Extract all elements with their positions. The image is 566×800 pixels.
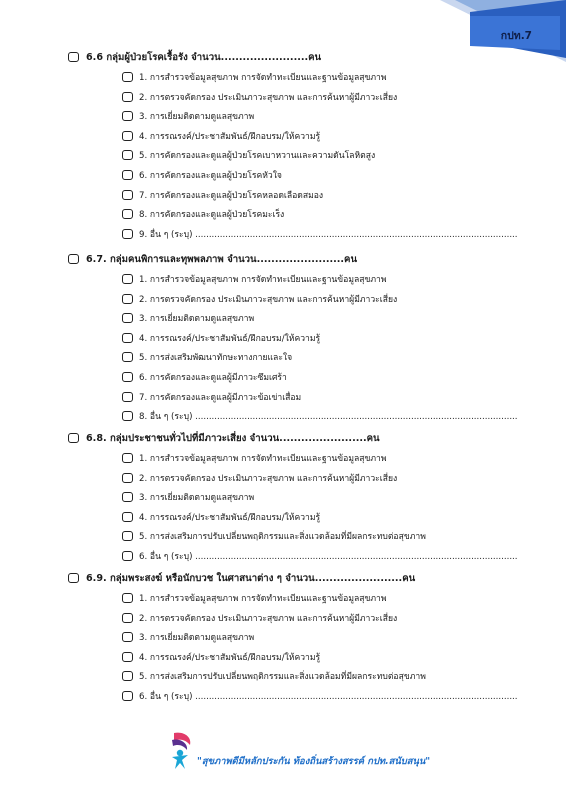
item-label: 1. การสำรวจข้อมูลสุขภาพ การจัดทำทะเบียนและฐานข้อมูลสุขภาพ [139,275,387,285]
section-heading [68,252,357,266]
item-label: 6. อื่น ๆ (ระบุ) ...................................................................................................................... [139,692,518,702]
item-label: 2. การตรวจคัดกรอง ประเมินภาวะสุขภาพ และการค้นหาผู้มีภาวะเสี่ยง [139,613,398,624]
item-checkbox[interactable] [122,333,133,343]
checklist-item [122,311,254,325]
section-checkbox[interactable] [68,573,79,583]
checklist-item [122,227,518,241]
checklist-item [122,129,320,143]
section-checkbox[interactable] [68,433,79,443]
item-checkbox[interactable] [122,372,133,382]
item-checkbox[interactable] [122,632,133,642]
item-label: 1. การสำรวจข้อมูลสุขภาพ การจัดทำทะเบียนและฐานข้อมูลสุขภาพ [139,73,387,83]
item-checkbox[interactable] [122,170,133,180]
item-checkbox[interactable] [122,411,133,421]
checklist-item [122,689,518,703]
form-code-label: กปท.7 [500,30,532,42]
footer-slogan: "สุขภาพดีมีหลักประกัน ท้องถิ่นสร้างสรรค์ กปท.สนับสนุน" [197,756,431,767]
item-label: 6. อื่น ๆ (ระบุ) ...................................................................................................................... [139,552,518,562]
section-checkbox[interactable] [68,52,79,62]
checklist-item [122,471,397,485]
checklist-item [122,630,254,644]
checklist-item [122,611,397,625]
item-checkbox[interactable] [122,190,133,200]
checklist-item [122,331,320,345]
item-checkbox[interactable] [122,512,133,522]
checklist-item [122,451,387,465]
item-checkbox[interactable] [122,294,133,304]
section-checkbox[interactable] [68,254,79,264]
item-checkbox[interactable] [122,111,133,121]
item-checkbox[interactable] [122,352,133,362]
section-heading-text: 6.6 กลุ่มผู้ป่วยโรคเรื้อรัง จำนวน........................คน [86,51,322,63]
section-heading-text: 6.7. กลุ่มคนพิการและทุพพลภาพ จำนวน........................คน [86,253,358,265]
checklist-item [122,650,320,664]
item-label: 3. การเยี่ยมติดตามดูแลสุขภาพ [139,633,255,644]
checklist-item [122,549,518,563]
item-label: 7. การคัดกรองและดูแลผู้ป่วยโรคหลอดเลือดสมอง [139,190,324,201]
section-heading [68,571,415,585]
checklist-item [122,207,284,221]
item-label: 5. การส่งเสริมพัฒนาทักษะทางกายและใจ [139,353,293,364]
item-checkbox[interactable] [122,492,133,502]
item-label: 2. การตรวจคัดกรอง ประเมินภาวะสุขภาพ และการค้นหาผู้มีภาวะเสี่ยง [139,294,398,305]
item-label: 4. การรณรงค์/ประชาสัมพันธ์/ฝึกอบรม/ให้ความรู้ [139,131,321,142]
item-checkbox[interactable] [122,671,133,681]
item-checkbox[interactable] [122,229,133,239]
item-checkbox[interactable] [122,150,133,160]
item-checkbox[interactable] [122,131,133,141]
item-label: 4. การรณรงค์/ประชาสัมพันธ์/ฝึกอบรม/ให้ความรู้ [139,512,321,523]
checklist-item [122,390,301,404]
item-checkbox[interactable] [122,453,133,463]
checklist-item [122,669,426,683]
checklist-item [122,109,254,123]
item-label: 3. การเยี่ยมติดตามดูแลสุขภาพ [139,493,255,504]
logo-icon [168,731,194,771]
item-checkbox[interactable] [122,72,133,82]
item-label: 1. การสำรวจข้อมูลสุขภาพ การจัดทำทะเบียนและฐานข้อมูลสุขภาพ [139,594,387,604]
checklist-item [122,490,254,504]
item-checkbox[interactable] [122,652,133,662]
item-checkbox[interactable] [122,392,133,402]
section-heading-text: 6.8. กลุ่มประชาชนทั่วไปที่มีภาวะเสี่ยง จำนวน........................คน [86,432,380,444]
checklist-item [122,510,320,524]
item-label: 5. การคัดกรองและดูแลผู้ป่วยโรคเบาหวานและความดันโลหิตสูง [139,151,376,162]
item-checkbox[interactable] [122,92,133,102]
item-label: 5. การส่งเสริมการปรับเปลี่ยนพฤติกรรมและสิ่งแวดล้อมที่มีผลกระทบต่อสุขภาพ [139,532,426,543]
item-checkbox[interactable] [122,593,133,603]
item-label: 1. การสำรวจข้อมูลสุขภาพ การจัดทำทะเบียนและฐานข้อมูลสุขภาพ [139,454,387,464]
item-checkbox[interactable] [122,313,133,323]
checklist-item [122,148,375,162]
item-label: 2. การตรวจคัดกรอง ประเมินภาวะสุขภาพ และการค้นหาผู้มีภาวะเสี่ยง [139,473,398,484]
item-label: 8. การคัดกรองและดูแลผู้ป่วยโรคมะเร็ง [139,210,285,221]
section-heading [68,50,321,64]
item-label: 4. การรณรงค์/ประชาสัมพันธ์/ฝึกอบรม/ให้ความรู้ [139,652,321,663]
item-label: 3. การเยี่ยมติดตามดูแลสุขภาพ [139,112,255,123]
item-checkbox[interactable] [122,473,133,483]
item-label: 3. การเยี่ยมติดตามดูแลสุขภาพ [139,314,255,325]
checklist-item [122,168,282,182]
item-checkbox[interactable] [122,274,133,284]
item-label: 2. การตรวจคัดกรอง ประเมินภาวะสุขภาพ และการค้นหาผู้มีภาวะเสี่ยง [139,92,398,103]
item-checkbox[interactable] [122,551,133,561]
section-heading [68,431,380,445]
checklist-item [122,350,292,364]
item-label: 9. อื่น ๆ (ระบุ) ...................................................................................................................... [139,229,518,240]
item-label: 4. การรณรงค์/ประชาสัมพันธ์/ฝึกอบรม/ให้ความรู้ [139,333,321,344]
checklist-item [122,529,426,543]
item-label: 7. การคัดกรองและดูแลผู้มีภาวะข้อเข่าเสื่อม [139,392,302,403]
checklist-item [122,188,323,202]
item-label: 6. การคัดกรองและดูแลผู้ป่วยโรคหัวใจ [139,171,282,181]
checklist-item [122,370,287,384]
item-checkbox[interactable] [122,531,133,541]
checklist-item [122,272,387,286]
checklist-item [122,70,387,84]
section-heading-text: 6.9. กลุ่มพระสงฆ์ หรือนักบวช ในศาสนาต่าง ๆ จำนวน........................คน [86,572,416,584]
checklist-item [122,90,397,104]
item-checkbox[interactable] [122,691,133,701]
checklist-item [122,292,397,306]
item-label: 5. การส่งเสริมการปรับเปลี่ยนพฤติกรรมและสิ่งแวดล้อมที่มีผลกระทบต่อสุขภาพ [139,672,426,683]
checklist-item [122,409,518,423]
item-checkbox[interactable] [122,613,133,623]
item-label: 6. การคัดกรองและดูแลผู้มีภาวะซึมเศร้า [139,373,287,383]
checklist-item [122,591,387,605]
item-checkbox[interactable] [122,209,133,219]
item-label: 8. อื่น ๆ (ระบุ) ...................................................................................................................... [139,412,518,423]
